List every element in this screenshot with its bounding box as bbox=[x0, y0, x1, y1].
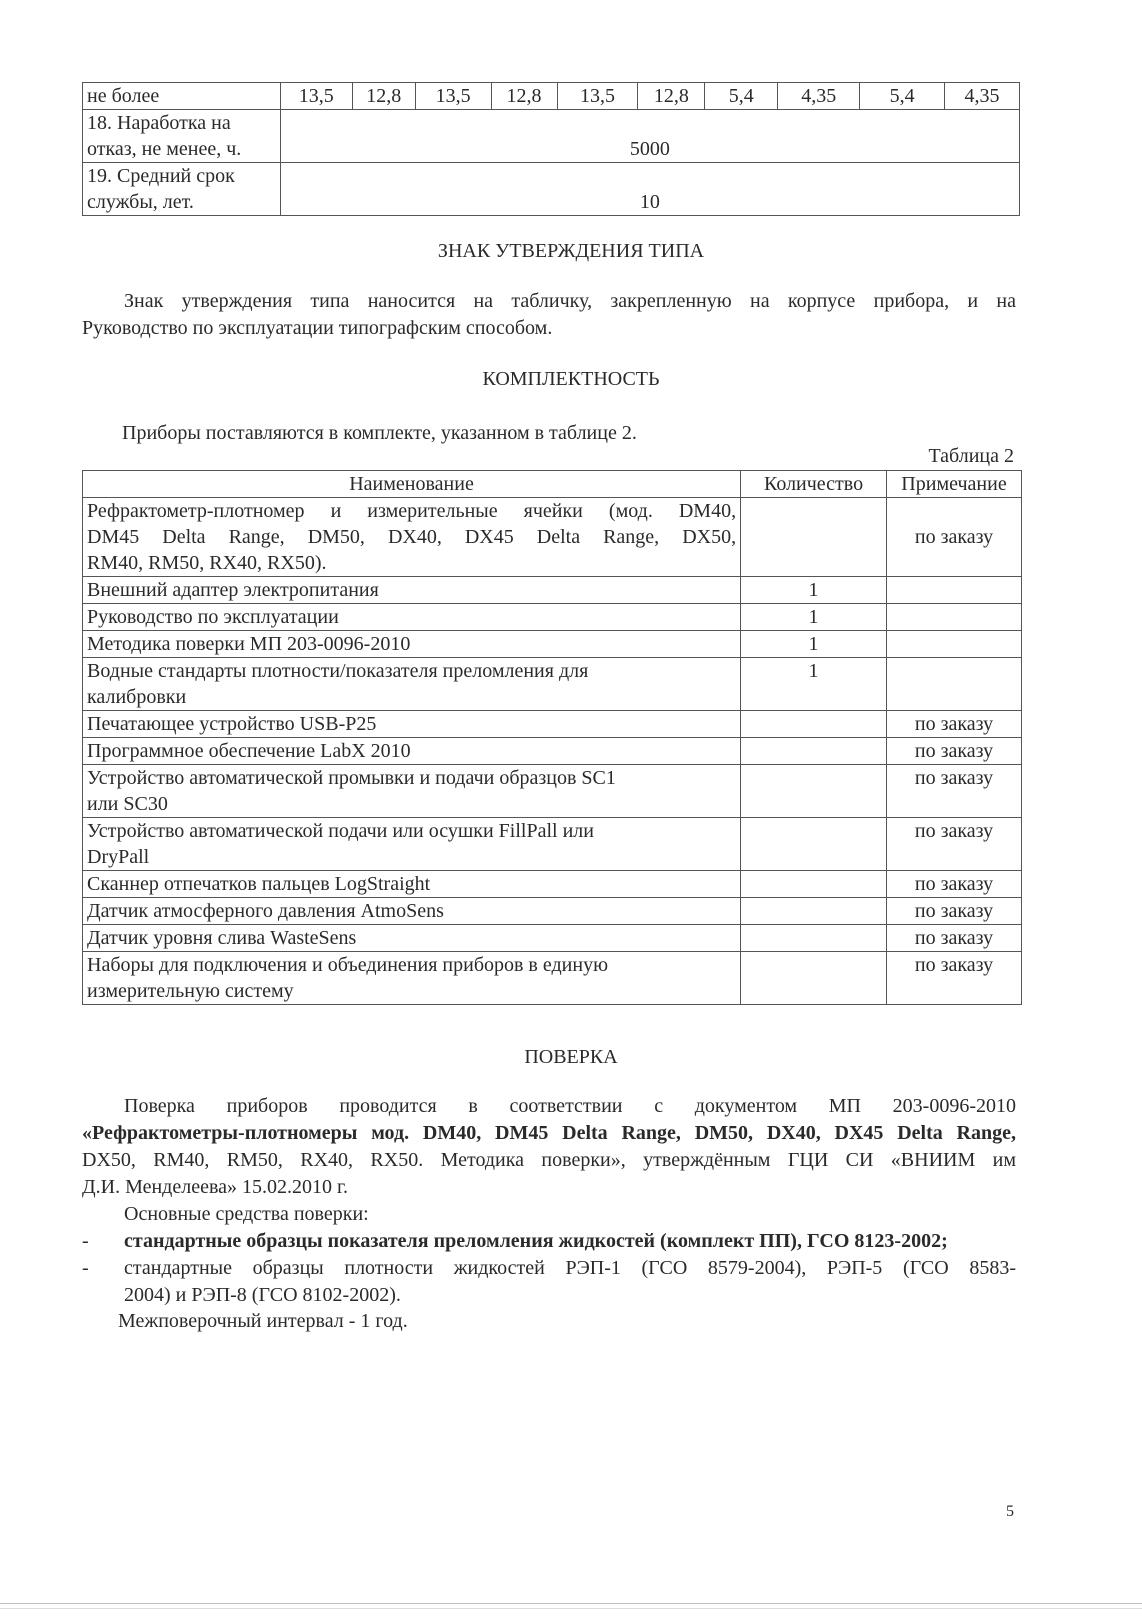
cell-value: 12,8 bbox=[491, 83, 557, 110]
cell-line: DM45 Delta Range, DM50, DX40, DX45 Delta Range, DX50, bbox=[87, 526, 737, 548]
cell-note bbox=[887, 631, 1022, 658]
list-item-body bbox=[124, 1255, 1016, 1309]
cell-line: Наборы для подключения и объединения приборов в единую bbox=[87, 954, 609, 976]
table-caption: Таблица 2 bbox=[928, 445, 1014, 467]
cell-value: 12,8 bbox=[638, 83, 705, 110]
kit-table bbox=[82, 470, 1022, 1005]
cell-name bbox=[83, 818, 741, 871]
cell-quantity bbox=[741, 498, 887, 577]
cell-name bbox=[83, 658, 741, 711]
cell-name: Сканнер отпечатков пальцев LogStraight bbox=[83, 871, 741, 898]
cell-line: DryPall bbox=[87, 846, 150, 868]
row-label-line: службы, лет. bbox=[87, 191, 194, 213]
paragraph-line: «Рефрактометры-плотномеры мод. DM40, DM45 Delta Range, DM50, DX40, DX45 Delta Range, bbox=[82, 1122, 1016, 1144]
row-label-line: отказ, не менее, ч. bbox=[87, 138, 242, 160]
table-row bbox=[83, 738, 1022, 765]
cell-quantity bbox=[741, 898, 887, 925]
page-number: 5 bbox=[1006, 1503, 1014, 1520]
table-row bbox=[83, 818, 1022, 871]
section-heading-verification: ПОВЕРКА bbox=[524, 1046, 618, 1068]
list-item-text: стандартные образцы плотности жидкостей РЭП-1 (ГСО 8579-2004), РЭП-5 (ГСО 8583- bbox=[124, 1257, 1016, 1279]
cell-value: 13,5 bbox=[415, 83, 491, 110]
cell-name: Датчик уровня слива WasteSens bbox=[83, 925, 741, 952]
cell-note: по заказу bbox=[887, 898, 1022, 925]
paragraph-line: Руководство по эксплуатации типографским способом. bbox=[82, 317, 553, 339]
cell-quantity bbox=[741, 765, 887, 818]
table-row bbox=[83, 871, 1022, 898]
cell-name: Внешний адаптер электропитания bbox=[83, 577, 741, 604]
cell-value: 12,8 bbox=[352, 83, 415, 110]
table-row bbox=[83, 952, 1022, 1005]
column-header-quantity: Количество bbox=[741, 471, 887, 498]
cell-quantity: 1 bbox=[741, 631, 887, 658]
table-row bbox=[83, 631, 1022, 658]
table-row bbox=[83, 925, 1022, 952]
completeness-intro: Приборы поставляются в комплекте, указанном в таблице 2. bbox=[122, 422, 637, 444]
scan-edge-line bbox=[0, 1608, 1142, 1609]
table-row bbox=[83, 765, 1022, 818]
cell-note: по заказу bbox=[887, 952, 1022, 1005]
table-row bbox=[83, 604, 1022, 631]
cell-value: 5,4 bbox=[705, 83, 778, 110]
cell-quantity: 1 bbox=[741, 604, 887, 631]
paragraph-line: DX50, RM40, RM50, RX40, RX50. Методика поверки», утверждённым ГЦИ СИ «ВНИИМ им bbox=[82, 1149, 1016, 1171]
list-item-text: 2004) и РЭП-8 (ГСО 8102-2002). bbox=[124, 1284, 401, 1306]
cell-name: Руководство по эксплуатации bbox=[83, 604, 741, 631]
cell-line: измерительную систему bbox=[87, 980, 294, 1002]
cell-name bbox=[83, 765, 741, 818]
table-row bbox=[83, 711, 1022, 738]
verification-means-list bbox=[82, 1228, 1016, 1309]
cell-line: Рефрактометр-плотномер и измерительные ячейки (мод. DM40, bbox=[87, 500, 737, 522]
column-header-name: Наименование bbox=[83, 471, 741, 498]
cell-value: 4,35 bbox=[778, 83, 860, 110]
cell-note: по заказу bbox=[887, 871, 1022, 898]
paragraph-line: Д.И. Менделеева» 15.02.2010 г. bbox=[82, 1176, 348, 1198]
cell-quantity: 1 bbox=[741, 658, 887, 711]
list-item bbox=[82, 1228, 1016, 1255]
type-approval-paragraph bbox=[82, 288, 1016, 342]
table-row bbox=[83, 658, 1022, 711]
list-item-text: стандартные образцы показателя преломления жидкостей (комплект ПП), ГСО 8123-2002; bbox=[124, 1230, 948, 1252]
cell-line: калибровки bbox=[87, 686, 187, 708]
cell-line: Водные стандарты плотности/показателя преломления для bbox=[87, 660, 589, 682]
cell-quantity bbox=[741, 925, 887, 952]
paragraph-line: Знак утверждения типа наносится на табличку, закрепленную на корпусе прибора, и на bbox=[124, 290, 1016, 312]
cell-quantity bbox=[741, 818, 887, 871]
cell-value: 13,5 bbox=[280, 83, 352, 110]
table-row bbox=[83, 498, 1022, 577]
specs-table-continuation bbox=[82, 82, 1020, 216]
cell-line: или SC30 bbox=[87, 793, 168, 815]
column-header-note: Примечание bbox=[887, 471, 1022, 498]
cell-name: Методика поверки МП 203-0096-2010 bbox=[83, 631, 741, 658]
row-label-line: 18. Наработка на bbox=[87, 112, 231, 134]
cell-note: по заказу bbox=[887, 738, 1022, 765]
list-item bbox=[82, 1255, 1016, 1309]
row-label bbox=[83, 110, 281, 163]
paragraph-line: Поверка приборов проводится в соответствии с документом МП 203-0096-2010 bbox=[124, 1095, 1016, 1117]
cell-line: RM40, RM50, RX40, RX50). bbox=[87, 552, 327, 574]
cell-note bbox=[887, 658, 1022, 711]
cell-note bbox=[887, 604, 1022, 631]
cell-quantity bbox=[741, 952, 887, 1005]
verification-means-title: Основные средства поверки: bbox=[124, 1203, 369, 1225]
cell-quantity bbox=[741, 738, 887, 765]
cell-quantity bbox=[741, 871, 887, 898]
table-row bbox=[83, 577, 1022, 604]
scan-edge-line bbox=[0, 1603, 1142, 1604]
cell-value: 5000 bbox=[280, 110, 1019, 163]
cell-line: Устройство автоматической подачи или осушки FillPall или bbox=[87, 820, 594, 842]
cell-note bbox=[887, 577, 1022, 604]
cell-note: по заказу bbox=[887, 498, 1022, 577]
list-marker: - bbox=[82, 1230, 89, 1252]
table-header-row bbox=[83, 471, 1022, 498]
cell-value: 10 bbox=[280, 163, 1019, 216]
cell-line: Устройство автоматической промывки и подачи образцов SC1 bbox=[87, 767, 616, 789]
table-row-max-values bbox=[83, 83, 1020, 110]
cell-value: 4,35 bbox=[945, 83, 1020, 110]
section-heading-type-approval: ЗНАК УТВЕРЖДЕНИЯ ТИПА bbox=[437, 240, 705, 262]
cell-name: Датчик атмосферного давления AtmoSens bbox=[83, 898, 741, 925]
cell-note: по заказу bbox=[887, 925, 1022, 952]
section-heading-completeness: КОМПЛЕКТНОСТЬ bbox=[482, 368, 660, 390]
table-row bbox=[83, 898, 1022, 925]
list-marker: - bbox=[82, 1257, 89, 1279]
cell-name bbox=[83, 498, 741, 577]
table-row-service-life bbox=[83, 163, 1020, 216]
cell-note: по заказу bbox=[887, 818, 1022, 871]
row-label-line: 19. Средний срок bbox=[87, 165, 235, 187]
row-label: не более bbox=[83, 83, 281, 110]
cell-note: по заказу bbox=[887, 711, 1022, 738]
cell-note: по заказу bbox=[887, 765, 1022, 818]
table-row-mtbf bbox=[83, 110, 1020, 163]
cell-value: 13,5 bbox=[557, 83, 638, 110]
cell-value: 5,4 bbox=[860, 83, 945, 110]
verification-paragraph bbox=[82, 1093, 1016, 1201]
verification-interval: Межповерочный интервал - 1 год. bbox=[118, 1310, 408, 1332]
row-label bbox=[83, 163, 281, 216]
cell-name: Программное обеспечение LabX 2010 bbox=[83, 738, 741, 765]
cell-quantity bbox=[741, 711, 887, 738]
cell-quantity: 1 bbox=[741, 577, 887, 604]
cell-name: Печатающее устройство USB-P25 bbox=[83, 711, 741, 738]
cell-name bbox=[83, 952, 741, 1005]
